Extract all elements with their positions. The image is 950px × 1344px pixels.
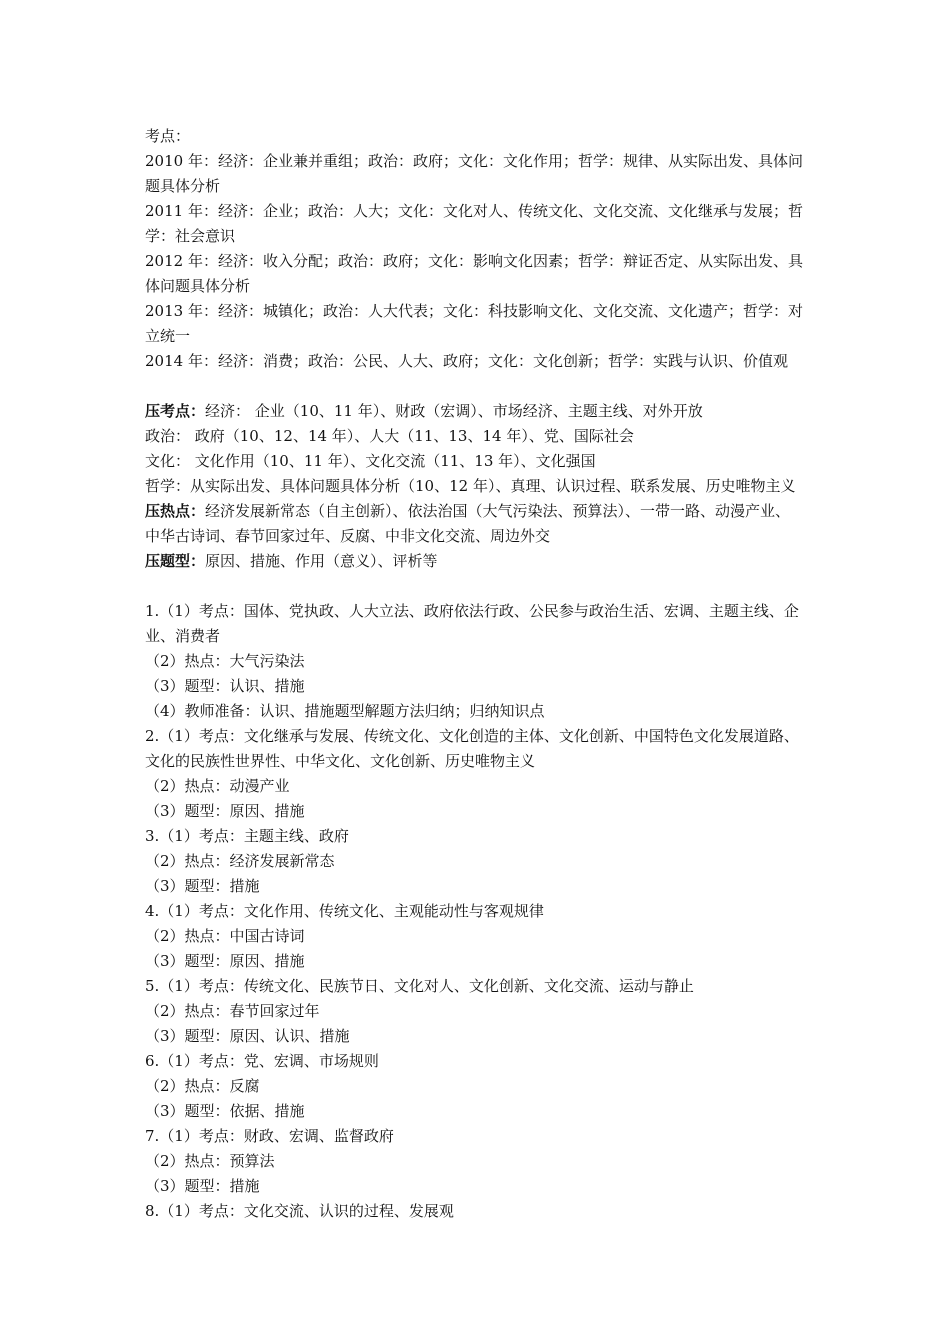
document-page [145, 124, 820, 1224]
list-item: 8.（1）考点：文化交流、认识的过程、发展观 [145, 1202, 454, 1220]
yakaodian-label: 压考点： [145, 402, 206, 420]
yatixing-line [145, 549, 820, 574]
yakaodian-economy: 经济： 企业（10、11 年）、财政（宏调）、市场经济、主题主线、对外开放 [205, 402, 703, 420]
yakaodian-philosophy: 哲学：从实际出发、具体问题具体分析（10、12 年）、真理、认识过程、联系发展、历史唯物主义 [145, 477, 796, 495]
list-item: （3）题型：措施 [145, 877, 260, 895]
list-item: （3）题型：原因、认识、措施 [145, 1027, 350, 1045]
yakaodian-culture: 文化： 文化作用（10、11 年）、文化交流（11、13 年）、文化强国 [145, 452, 596, 470]
list-item: 7.（1）考点：财政、宏调、监督政府 [145, 1127, 394, 1145]
list-item: （3）题型：认识、措施 [145, 677, 305, 695]
list-item: （2）热点：反腐 [145, 1077, 260, 1095]
list-item: （2）热点：春节回家过年 [145, 1002, 320, 1020]
yakaodian-line [145, 399, 820, 424]
blank-line [145, 574, 820, 599]
blank-line [145, 374, 820, 399]
yaredian-label: 压热点： [145, 502, 206, 520]
kaodian-line: 学：社会意识 [145, 227, 236, 245]
yatixing-text: 原因、措施、作用（意义）、评析等 [205, 552, 438, 570]
list-item: （2）热点：预算法 [145, 1152, 275, 1170]
list-item: 4.（1）考点：文化作用、传统文化、主观能动性与客观规律 [145, 902, 544, 920]
kaodian-line: 立统一 [145, 327, 191, 345]
list-item: （3）题型：依据、措施 [145, 1102, 305, 1120]
kaodian-line: 2014 年：经济：消费；政治：公民、人大、政府；文化：文化创新；哲学：实践与认识、价值观 [145, 352, 788, 370]
list-item: （3）题型：原因、措施 [145, 802, 305, 820]
list-item: （4）教师准备：认识、措施题型解题方法归纳；归纳知识点 [145, 702, 545, 720]
yaredian-continuation: 中华古诗词、春节回家过年、反腐、中非文化交流、周边外交 [145, 527, 551, 545]
list-item: 文化的民族性世界性、中华文化、文化创新、历史唯物主义 [145, 752, 536, 770]
list-item: （3）题型：措施 [145, 1177, 260, 1195]
kaodian-heading: 考点： [145, 127, 191, 145]
list-item: 1.（1）考点：国体、党执政、人大立法、政府依法行政、公民参与政治生活、宏调、主题主线、企 [145, 602, 799, 620]
list-item: （2）热点：中国古诗词 [145, 927, 305, 945]
list-item: 6.（1）考点：党、宏调、市场规则 [145, 1052, 379, 1070]
kaodian-line: 2012 年：经济：收入分配；政治：政府；文化：影响文化因素；哲学：辩证否定、从实际出发、具 [145, 252, 803, 270]
yaredian-text: 经济发展新常态（自主创新）、依法治国（大气污染法、预算法）、一带一路、动漫产业、 [205, 502, 791, 520]
kaodian-line: 题具体分析 [145, 177, 221, 195]
kaodian-line: 2010 年：经济：企业兼并重组；政治：政府；文化：文化作用；哲学：规律、从实际出发、具体问 [145, 152, 803, 170]
yatixing-label: 压题型： [145, 552, 206, 570]
list-item: 5.（1）考点：传统文化、民族节日、文化对人、文化创新、文化交流、运动与静止 [145, 977, 694, 995]
list-item: 2.（1）考点：文化继承与发展、传统文化、文化创造的主体、文化创新、中国特色文化发展道路、 [145, 727, 799, 745]
list-item: 业、消费者 [145, 627, 221, 645]
kaodian-line: 2013 年：经济：城镇化；政治：人大代表；文化：科技影响文化、文化交流、文化遗产；哲学：对 [145, 302, 803, 320]
list-item: 3.（1）考点：主题主线、政府 [145, 827, 349, 845]
kaodian-line: 体问题具体分析 [145, 277, 251, 295]
list-item: （3）题型：原因、措施 [145, 952, 305, 970]
yakaodian-politics: 政治： 政府（10、12、14 年）、人大（11、13、14 年）、党、国际社会 [145, 427, 634, 445]
list-item: （2）热点：大气污染法 [145, 652, 305, 670]
list-item: （2）热点：动漫产业 [145, 777, 290, 795]
kaodian-line: 2011 年：经济：企业；政治：人大；文化：文化对人、传统文化、文化交流、文化继承与发展；哲 [145, 202, 803, 220]
list-item: （2）热点：经济发展新常态 [145, 852, 335, 870]
yaredian-line [145, 499, 820, 524]
